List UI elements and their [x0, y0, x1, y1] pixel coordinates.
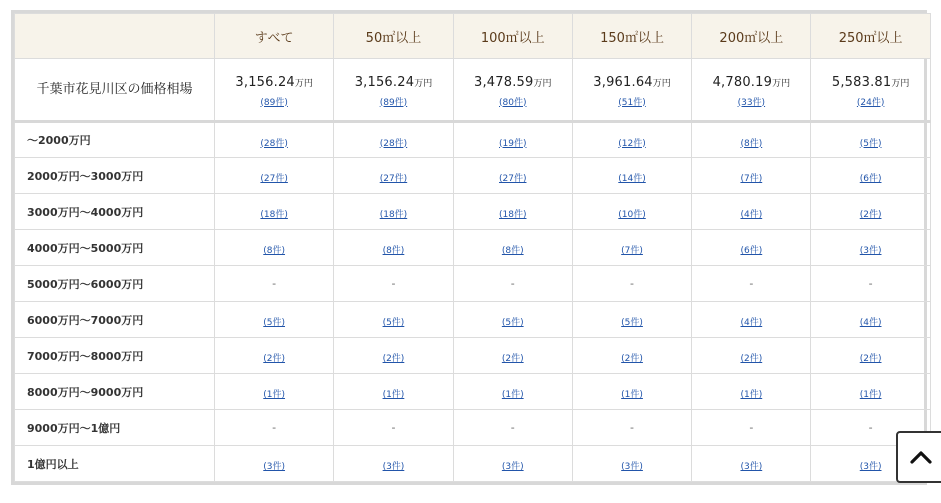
- column-header: すべて: [215, 14, 334, 59]
- count-link[interactable]: (28件): [379, 138, 408, 149]
- count-cell: [334, 230, 453, 266]
- count-cell: [572, 158, 691, 194]
- count-cell: [334, 122, 453, 158]
- count-cell: [572, 338, 691, 374]
- column-header: 150㎡以上: [572, 14, 691, 59]
- price-range-label: 9000万円～1億円: [15, 410, 215, 446]
- count-link[interactable]: (5件): [263, 318, 286, 328]
- count-cell: [453, 302, 572, 338]
- column-header: 50㎡以上: [334, 14, 453, 59]
- count-link[interactable]: (3件): [263, 462, 286, 472]
- count-link[interactable]: (2件): [621, 354, 643, 364]
- count-cell: [453, 410, 572, 446]
- count-link[interactable]: (3件): [740, 462, 763, 472]
- count-cell: [572, 122, 691, 158]
- table-row: [15, 338, 931, 374]
- count-cell: [215, 302, 334, 338]
- column-header: 200㎡以上: [692, 14, 811, 59]
- average-price-cell: [572, 59, 691, 122]
- count-link[interactable]: (7件): [740, 174, 763, 184]
- count-link[interactable]: (8件): [501, 246, 524, 256]
- count-cell: [215, 410, 334, 446]
- count-link[interactable]: (7件): [621, 246, 643, 256]
- average-price-cell: [453, 59, 572, 122]
- count-cell: [215, 122, 334, 158]
- count-cell: [215, 194, 334, 230]
- count-link[interactable]: (18件): [260, 210, 288, 220]
- count-cell: [334, 194, 453, 230]
- table-row: [15, 410, 931, 446]
- price-unit: 万円: [772, 78, 791, 89]
- price-range-rows: [15, 122, 931, 482]
- average-price: 3,961.64: [593, 74, 653, 90]
- count-cell: [692, 122, 811, 158]
- count-cell: [215, 338, 334, 374]
- column-header: 250㎡以上: [811, 14, 930, 59]
- count-link[interactable]: (6件): [740, 246, 763, 256]
- price-unit: 万円: [533, 78, 552, 89]
- table-row: [15, 374, 931, 410]
- table-row: [15, 446, 931, 482]
- price-unit: 万円: [652, 78, 671, 89]
- empty-dash: -: [630, 421, 635, 434]
- count-cell: [453, 194, 572, 230]
- empty-dash: -: [391, 277, 396, 290]
- table-row: [15, 122, 931, 158]
- count-cell: [334, 338, 453, 374]
- count-link[interactable]: (18件): [379, 210, 408, 220]
- count-cell: [811, 158, 930, 194]
- count-link[interactable]: (51件): [618, 97, 646, 108]
- count-link[interactable]: (27件): [260, 174, 288, 184]
- header-corner: [15, 14, 215, 59]
- count-cell: [334, 446, 453, 482]
- count-cell: [692, 338, 811, 374]
- count-cell: [215, 230, 334, 266]
- average-price-label: 千葉市花見川区の価格相場: [15, 59, 215, 122]
- count-cell: [692, 194, 811, 230]
- count-link[interactable]: (89件): [260, 97, 288, 108]
- count-link[interactable]: (1件): [859, 390, 882, 400]
- count-cell: [692, 446, 811, 482]
- count-cell: [572, 302, 691, 338]
- count-link[interactable]: (14件): [618, 174, 646, 184]
- count-cell: [572, 410, 691, 446]
- count-cell: [692, 158, 811, 194]
- count-cell: [215, 446, 334, 482]
- count-link[interactable]: (18件): [499, 210, 527, 220]
- count-cell: [811, 374, 930, 410]
- average-price: 5,583.81: [831, 74, 892, 90]
- average-price-cell: [215, 59, 334, 122]
- header-row: [15, 14, 931, 59]
- table-row: [15, 194, 931, 230]
- count-link[interactable]: (5件): [501, 318, 524, 328]
- count-cell: [215, 266, 334, 302]
- count-cell: [453, 266, 572, 302]
- count-cell: [453, 446, 572, 482]
- count-link[interactable]: (19件): [499, 138, 527, 149]
- count-cell: [572, 230, 691, 266]
- count-link[interactable]: (1件): [740, 390, 763, 400]
- count-link[interactable]: (2件): [263, 354, 286, 364]
- count-link[interactable]: (4件): [740, 318, 763, 328]
- count-cell: [334, 158, 453, 194]
- count-link[interactable]: (3件): [859, 246, 882, 256]
- average-price: 3,156.24: [235, 74, 295, 90]
- count-link[interactable]: (4件): [859, 318, 882, 328]
- count-link[interactable]: (28件): [260, 138, 288, 149]
- count-link[interactable]: (2件): [382, 354, 405, 364]
- count-cell: [453, 230, 572, 266]
- price-table-container: [11, 10, 927, 485]
- price-range-label: 5000万円～6000万円: [15, 266, 215, 302]
- count-cell: [572, 266, 691, 302]
- count-link[interactable]: (3件): [501, 462, 524, 472]
- count-link[interactable]: (1件): [382, 390, 405, 400]
- table-row: [15, 266, 931, 302]
- price-range-label: ～2000万円: [15, 122, 215, 158]
- count-link[interactable]: (27件): [379, 174, 408, 184]
- empty-dash: -: [272, 277, 277, 290]
- empty-dash: -: [749, 421, 754, 434]
- count-link[interactable]: (89件): [379, 97, 408, 108]
- price-range-label: 6000万円～7000万円: [15, 302, 215, 338]
- table-row: [15, 230, 931, 266]
- count-link[interactable]: (80件): [499, 97, 527, 108]
- price-range-label: 2000万円～3000万円: [15, 158, 215, 194]
- average-price-row: [15, 59, 931, 122]
- average-price: 3,478.59: [473, 74, 534, 90]
- average-price: 3,156.24: [354, 74, 415, 90]
- count-link[interactable]: (3件): [621, 462, 643, 472]
- count-cell: [334, 266, 453, 302]
- count-cell: [334, 374, 453, 410]
- count-cell: [572, 374, 691, 410]
- count-cell: [215, 158, 334, 194]
- count-cell: [334, 302, 453, 338]
- count-cell: [811, 266, 930, 302]
- empty-dash: -: [272, 421, 277, 434]
- count-link[interactable]: (24件): [856, 97, 885, 108]
- scroll-to-top-button[interactable]: [896, 431, 941, 483]
- empty-dash: -: [391, 421, 396, 434]
- count-link[interactable]: (5件): [621, 318, 643, 328]
- empty-dash: -: [630, 277, 635, 290]
- count-link[interactable]: (2件): [501, 354, 524, 364]
- count-link[interactable]: (33件): [737, 97, 766, 108]
- empty-dash: -: [749, 277, 754, 290]
- count-cell: [453, 338, 572, 374]
- price-unit: 万円: [414, 78, 433, 89]
- table-row: [15, 302, 931, 338]
- empty-dash: -: [510, 277, 515, 290]
- price-range-label: 4000万円～5000万円: [15, 230, 215, 266]
- price-table: [14, 13, 931, 482]
- price-unit: 万円: [294, 78, 313, 89]
- count-link[interactable]: (2件): [859, 354, 882, 364]
- price-range-label: 8000万円～9000万円: [15, 374, 215, 410]
- count-link[interactable]: (8件): [382, 246, 405, 256]
- count-cell: [215, 374, 334, 410]
- count-cell: [572, 194, 691, 230]
- price-range-label: 3000万円～4000万円: [15, 194, 215, 230]
- empty-dash: -: [510, 421, 515, 434]
- count-link[interactable]: (27件): [499, 174, 527, 184]
- count-cell: [692, 230, 811, 266]
- count-link[interactable]: (10件): [618, 210, 646, 220]
- average-price-cell: [811, 59, 930, 122]
- count-cell: [572, 446, 691, 482]
- count-cell: [692, 266, 811, 302]
- count-link[interactable]: (5件): [382, 318, 405, 328]
- count-link[interactable]: (8件): [740, 138, 763, 149]
- average-price: 4,780.19: [712, 74, 773, 90]
- count-cell: [811, 302, 930, 338]
- empty-dash: -: [868, 421, 873, 434]
- average-price-cell: [692, 59, 811, 122]
- count-link[interactable]: (2件): [859, 210, 882, 220]
- count-link[interactable]: (3件): [382, 462, 405, 472]
- count-cell: [811, 230, 930, 266]
- column-header: 100㎡以上: [453, 14, 572, 59]
- count-link[interactable]: (12件): [618, 138, 646, 149]
- count-cell: [453, 374, 572, 410]
- count-link[interactable]: (2件): [740, 354, 763, 364]
- count-link[interactable]: (1件): [621, 390, 643, 400]
- count-link[interactable]: (5件): [859, 138, 882, 149]
- price-unit: 万円: [891, 78, 910, 89]
- count-link[interactable]: (8件): [263, 246, 286, 256]
- empty-dash: -: [868, 277, 873, 290]
- count-cell: [692, 302, 811, 338]
- count-cell: [453, 122, 572, 158]
- chevron-up-icon: [910, 450, 932, 464]
- count-cell: [811, 122, 930, 158]
- count-link[interactable]: (4件): [740, 210, 763, 220]
- table-row: [15, 158, 931, 194]
- count-link[interactable]: (1件): [263, 390, 286, 400]
- count-cell: [811, 338, 930, 374]
- count-link[interactable]: (1件): [501, 390, 524, 400]
- count-cell: [334, 410, 453, 446]
- count-cell: [692, 410, 811, 446]
- count-cell: [811, 194, 930, 230]
- count-link[interactable]: (3件): [859, 462, 882, 472]
- average-price-cell: [334, 59, 453, 122]
- count-cell: [692, 374, 811, 410]
- price-range-label: 7000万円～8000万円: [15, 338, 215, 374]
- price-range-label: 1億円以上: [15, 446, 215, 482]
- count-cell: [453, 158, 572, 194]
- count-link[interactable]: (6件): [859, 174, 882, 184]
